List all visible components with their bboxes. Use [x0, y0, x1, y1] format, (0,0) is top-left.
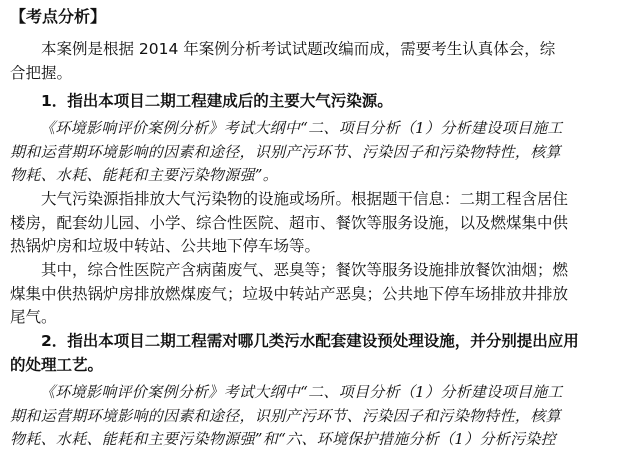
question-1-body-paragraph-1: [10, 188, 622, 259]
q1-body2-line-2: 煤集中供热锅炉房排放燃煤废气；垃圾中转站产恶臭；公共地下停车场排放井排放: [10, 284, 569, 303]
q2-quote-line-1: 《环境影响评价案例分析》考试大纲中“二、项目分析（1）分析建设项目施工: [40, 383, 563, 401]
q1-quote-line-2: 期和运营期环境影响的因素和途径，识别产污环节、污染因子和污染物特性，核算: [10, 142, 561, 161]
q1-body2-line-3: 尾气。: [10, 308, 57, 326]
q2-quote-line-3: 物耗、水耗、能耗和主要污染物源强”和“六、环境保护措施分析（1）分析污染控: [10, 430, 556, 448]
section-title: 【考点分析】: [10, 7, 107, 26]
q1-body1-line-2: 楼房，配套幼儿园、小学、综合性医院、超市、餐饮等服务设施，以及燃煤集中供: [10, 213, 569, 232]
question-2-heading: [10, 330, 622, 377]
question-1-syllabus-quote: [10, 117, 622, 188]
q1-quote-line-1: 《环境影响评价案例分析》考试大纲中“二、项目分析（1）分析建设项目施工: [40, 119, 563, 137]
question-2-syllabus-quote: [10, 381, 622, 452]
q1-body1-line-1: 大气污染源指排放大气污染物的设施或场所。根据题干信息：二期工程含居住: [41, 190, 569, 208]
question-2-heading-line-1: 2．指出本项目二期工程需对哪几类污水配套建设预处理设施，并分别提出应用: [41, 332, 579, 350]
question-1-heading-text: 1．指出本项目二期工程建成后的主要大气污染源。: [41, 92, 393, 110]
q1-body1-line-3: 热锅炉房和垃圾中转站、公共地下停车场等。: [10, 237, 321, 255]
question-1-heading: [10, 90, 622, 114]
question-1-body-paragraph-2: [10, 259, 622, 330]
question-2-heading-line-2: 的处理工艺。: [10, 355, 104, 374]
q1-quote-line-3: 物耗、水耗、能耗和主要污染物源强”。: [10, 166, 279, 184]
intro-line-1: 本案例是根据 2014 年案例分析考试试题改编而成，需要考生认真体会，综: [41, 40, 556, 58]
q2-quote-line-2: 期和运营期环境影响的因素和途径，识别产污环节、污染因子和污染物特性，核算: [10, 406, 561, 425]
q1-body2-line-1: 其中，综合性医院产含病菌废气、恶臭等；餐饮等服务设施排放餐饮油烟；燃: [41, 261, 569, 279]
intro-line-2: 合把握。: [10, 63, 73, 82]
intro-paragraph: [10, 38, 622, 85]
